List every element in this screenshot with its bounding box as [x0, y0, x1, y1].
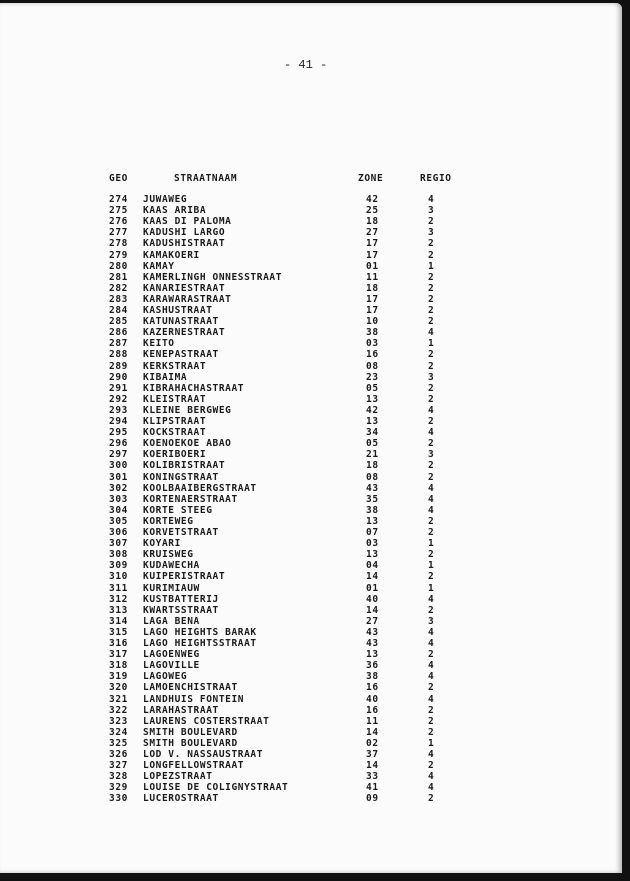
street-name: KUSTBATTERIJ	[143, 593, 219, 605]
zone: 10	[366, 316, 379, 328]
regio: 1	[428, 737, 435, 749]
zone: 43	[366, 482, 379, 494]
zone: 35	[366, 493, 379, 505]
zone: 21	[366, 449, 379, 461]
geo-code: 325	[109, 737, 128, 749]
street-name: LAGO HEIGHTS BARAK	[143, 626, 257, 638]
geo-code: 296	[109, 438, 128, 450]
street-name: LOUISE DE COLIGNYSTRAAT	[143, 782, 289, 794]
geo-code: 320	[109, 682, 128, 694]
street-name: KOERIBOERI	[143, 449, 207, 461]
header-regio: REGIO	[420, 173, 452, 184]
geo-code: 315	[109, 626, 128, 638]
regio: 2	[428, 704, 435, 716]
zone: 38	[366, 327, 379, 339]
zone: 43	[366, 638, 379, 649]
zone: 13	[366, 393, 379, 405]
street-name: KAAS ARIBA	[143, 205, 207, 217]
street-name: LUCEROSTRAAT	[143, 793, 219, 805]
regio: 4	[428, 482, 435, 494]
header-geo: GEO	[109, 173, 128, 184]
geo-code: 281	[109, 271, 128, 283]
zone: 08	[366, 360, 379, 372]
regio: 2	[428, 571, 435, 583]
zone: 36	[366, 660, 379, 672]
regio: 4	[428, 626, 435, 638]
document-page	[0, 3, 622, 873]
zone: 03	[366, 538, 379, 550]
zone: 38	[366, 504, 379, 516]
street-name: LARAHASTRAAT	[143, 704, 219, 716]
street-name: KANARIESTRAAT	[143, 282, 226, 294]
zone: 03	[366, 338, 379, 350]
street-name: KORTEWEG	[143, 515, 194, 527]
street-name: KORTE STEEG	[143, 504, 213, 516]
geo-code: 305	[109, 515, 128, 527]
street-name: SMITH BOULEVARD	[143, 726, 238, 738]
street-name: KLIPSTRAAT	[143, 416, 207, 427]
regio: 2	[428, 471, 435, 483]
regio: 2	[428, 271, 435, 283]
zone: 08	[366, 471, 379, 483]
geo-code: 326	[109, 749, 128, 760]
zone: 40	[366, 693, 379, 705]
regio: 2	[428, 216, 435, 228]
regio: 4	[428, 327, 435, 339]
geo-code: 327	[109, 760, 128, 772]
street-name: KATUNASTRAAT	[143, 316, 219, 328]
street-name: LAGA BENA	[143, 615, 200, 627]
regio: 2	[428, 282, 435, 294]
geo-code: 284	[109, 305, 128, 316]
street-name: SMITH BOULEVARD	[143, 737, 238, 749]
geo-code: 287	[109, 338, 128, 350]
regio: 1	[428, 538, 435, 550]
geo-code: 276	[109, 216, 128, 228]
regio: 3	[428, 371, 435, 383]
street-name: KAMAKOERI	[143, 249, 200, 261]
geo-code: 310	[109, 571, 128, 583]
zone: 05	[366, 382, 379, 394]
zone: 14	[366, 726, 379, 738]
street-name: KOYARI	[143, 538, 181, 550]
zone: 05	[366, 438, 379, 450]
zone: 13	[366, 416, 379, 427]
street-name: LAGO HEIGHTSSTRAAT	[143, 638, 257, 649]
street-name: LONGFELLOWSTRAAT	[143, 760, 245, 772]
regio: 1	[428, 338, 435, 350]
geo-code: 321	[109, 693, 128, 705]
zone: 17	[366, 305, 379, 316]
street-name: LOPEZSTRAAT	[143, 771, 213, 783]
zone: 14	[366, 604, 379, 616]
regio: 4	[428, 404, 435, 416]
regio: 4	[428, 638, 435, 649]
regio: 1	[428, 560, 435, 572]
regio: 2	[428, 715, 435, 727]
street-name: KURIMIAUW	[143, 582, 200, 594]
street-name: LANDHUIS FONTEIN	[143, 693, 245, 705]
geo-code: 293	[109, 404, 128, 416]
zone: 13	[366, 515, 379, 527]
street-name: KAMAY	[143, 260, 175, 272]
street-name: LAGOENWEG	[143, 649, 200, 661]
regio: 2	[428, 682, 435, 694]
regio: 2	[428, 527, 435, 538]
zone: 01	[366, 582, 379, 594]
zone: 27	[366, 227, 379, 239]
geo-code: 316	[109, 638, 128, 649]
street-name: KARAWARASTRAAT	[143, 293, 232, 305]
zone: 16	[366, 704, 379, 716]
regio: 3	[428, 205, 435, 217]
geo-code: 280	[109, 260, 128, 272]
street-name: LOD V. NASSAUSTRAAT	[143, 749, 264, 760]
geo-code: 309	[109, 560, 128, 572]
regio: 2	[428, 382, 435, 394]
regio: 4	[428, 771, 435, 783]
street-name: KONINGSTRAAT	[143, 471, 219, 483]
geo-code: 324	[109, 726, 128, 738]
zone: 14	[366, 571, 379, 583]
regio: 4	[428, 660, 435, 672]
geo-code: 291	[109, 382, 128, 394]
geo-code: 302	[109, 482, 128, 494]
zone: 38	[366, 671, 379, 683]
geo-code: 283	[109, 293, 128, 305]
regio: 4	[428, 427, 435, 439]
regio: 4	[428, 493, 435, 505]
zone: 11	[366, 271, 379, 283]
geo-code: 328	[109, 771, 128, 783]
geo-code: 301	[109, 471, 128, 483]
zone: 18	[366, 460, 379, 472]
geo-code: 278	[109, 238, 128, 250]
geo-code: 292	[109, 393, 128, 405]
zone: 09	[366, 793, 379, 805]
street-name: KOCKSTRAAT	[143, 427, 207, 439]
geo-code: 317	[109, 649, 128, 661]
header-straatnaam: STRAATNAAM	[174, 173, 238, 184]
geo-code: 297	[109, 449, 128, 461]
street-name: KENEPASTRAAT	[143, 349, 219, 361]
zone: 40	[366, 593, 379, 605]
geo-code: 285	[109, 316, 128, 328]
page-number: - 41 -	[284, 58, 328, 72]
geo-code: 295	[109, 427, 128, 439]
zone: 13	[366, 549, 379, 561]
street-name: KADUSHI LARGO	[143, 227, 226, 239]
zone: 41	[366, 782, 379, 794]
zone: 43	[366, 626, 379, 638]
zone: 18	[366, 282, 379, 294]
zone: 16	[366, 349, 379, 361]
geo-code: 322	[109, 704, 128, 716]
geo-code: 318	[109, 660, 128, 672]
geo-code: 319	[109, 671, 128, 683]
geo-code: 312	[109, 593, 128, 605]
regio: 4	[428, 671, 435, 683]
geo-code: 314	[109, 615, 128, 627]
regio: 2	[428, 249, 435, 261]
geo-code: 294	[109, 416, 128, 427]
street-name: KAMERLINGH ONNESSTRAAT	[143, 271, 283, 283]
regio: 2	[428, 316, 435, 328]
street-name: LAMOENCHISTRAAT	[143, 682, 238, 694]
regio: 2	[428, 293, 435, 305]
regio: 4	[428, 693, 435, 705]
zone: 18	[366, 216, 379, 228]
geo-code: 289	[109, 360, 128, 372]
street-name: KERKSTRAAT	[143, 360, 207, 372]
regio: 2	[428, 604, 435, 616]
street-name: KAZERNESTRAAT	[143, 327, 226, 339]
street-name: LAGOWEG	[143, 671, 188, 683]
geo-code: 282	[109, 282, 128, 294]
geo-code: 313	[109, 604, 128, 616]
street-name: KWARTSSTRAAT	[143, 604, 219, 616]
street-name: KLEINE BERGWEG	[143, 404, 232, 416]
regio: 2	[428, 515, 435, 527]
zone: 17	[366, 293, 379, 305]
regio: 2	[428, 305, 435, 316]
zone: 16	[366, 682, 379, 694]
regio: 2	[428, 760, 435, 772]
regio: 2	[428, 438, 435, 450]
street-name: KOENOEKOE ABAO	[143, 438, 232, 450]
regio: 2	[428, 393, 435, 405]
zone: 42	[366, 194, 379, 205]
zone: 13	[366, 649, 379, 661]
regio: 4	[428, 782, 435, 794]
regio: 4	[428, 194, 435, 205]
regio: 3	[428, 227, 435, 239]
geo-code: 308	[109, 549, 128, 561]
street-name: KORVETSTRAAT	[143, 527, 219, 538]
zone: 01	[366, 260, 379, 272]
zone: 25	[366, 205, 379, 217]
street-name: KAAS DI PALOMA	[143, 216, 232, 228]
regio: 1	[428, 582, 435, 594]
regio: 2	[428, 238, 435, 250]
street-name: LAURENS COSTERSTRAAT	[143, 715, 270, 727]
zone: 11	[366, 715, 379, 727]
geo-code: 290	[109, 371, 128, 383]
zone: 17	[366, 238, 379, 250]
regio: 4	[428, 749, 435, 760]
regio: 1	[428, 260, 435, 272]
zone: 23	[366, 371, 379, 383]
geo-code: 304	[109, 504, 128, 516]
zone: 02	[366, 737, 379, 749]
regio: 3	[428, 615, 435, 627]
regio: 2	[428, 649, 435, 661]
geo-code: 329	[109, 782, 128, 794]
geo-code: 275	[109, 205, 128, 217]
regio: 2	[428, 460, 435, 472]
zone: 37	[366, 749, 379, 760]
geo-code: 330	[109, 793, 128, 805]
geo-code: 300	[109, 460, 128, 472]
street-name: KOOLBAAIBERGSTRAAT	[143, 482, 257, 494]
regio: 4	[428, 593, 435, 605]
street-name: KLEISTRAAT	[143, 393, 207, 405]
regio: 3	[428, 449, 435, 461]
zone: 33	[366, 771, 379, 783]
zone: 17	[366, 249, 379, 261]
geo-code: 286	[109, 327, 128, 339]
street-name: LAGOVILLE	[143, 660, 200, 672]
street-name: KADUSHISTRAAT	[143, 238, 226, 250]
regio: 2	[428, 360, 435, 372]
regio: 2	[428, 549, 435, 561]
street-name: KIBAIMA	[143, 371, 188, 383]
geo-code: 279	[109, 249, 128, 261]
zone: 42	[366, 404, 379, 416]
zone: 34	[366, 427, 379, 439]
regio: 2	[428, 793, 435, 805]
street-name: KORTENAERSTRAAT	[143, 493, 238, 505]
street-name: KUDAWECHA	[143, 560, 200, 572]
regio: 2	[428, 416, 435, 427]
regio: 2	[428, 726, 435, 738]
street-name: KOLIBRISTRAAT	[143, 460, 226, 472]
zone: 07	[366, 527, 379, 538]
geo-code: 306	[109, 527, 128, 538]
geo-code: 311	[109, 582, 128, 594]
zone: 27	[366, 615, 379, 627]
geo-code: 307	[109, 538, 128, 550]
street-name: KIBRAHACHASTRAAT	[143, 382, 245, 394]
header-zone: ZONE	[358, 173, 384, 184]
regio: 2	[428, 349, 435, 361]
street-name: JUWAWEG	[143, 194, 188, 205]
street-name: KEITO	[143, 338, 175, 350]
street-name: KRUISWEG	[143, 549, 194, 561]
geo-code: 323	[109, 715, 128, 727]
geo-code: 274	[109, 194, 128, 205]
street-name: KUIPERISTRAAT	[143, 571, 226, 583]
geo-code: 303	[109, 493, 128, 505]
geo-code: 277	[109, 227, 128, 239]
street-name: KASHUSTRAAT	[143, 305, 213, 316]
zone: 04	[366, 560, 379, 572]
zone: 14	[366, 760, 379, 772]
geo-code: 288	[109, 349, 128, 361]
regio: 4	[428, 504, 435, 516]
